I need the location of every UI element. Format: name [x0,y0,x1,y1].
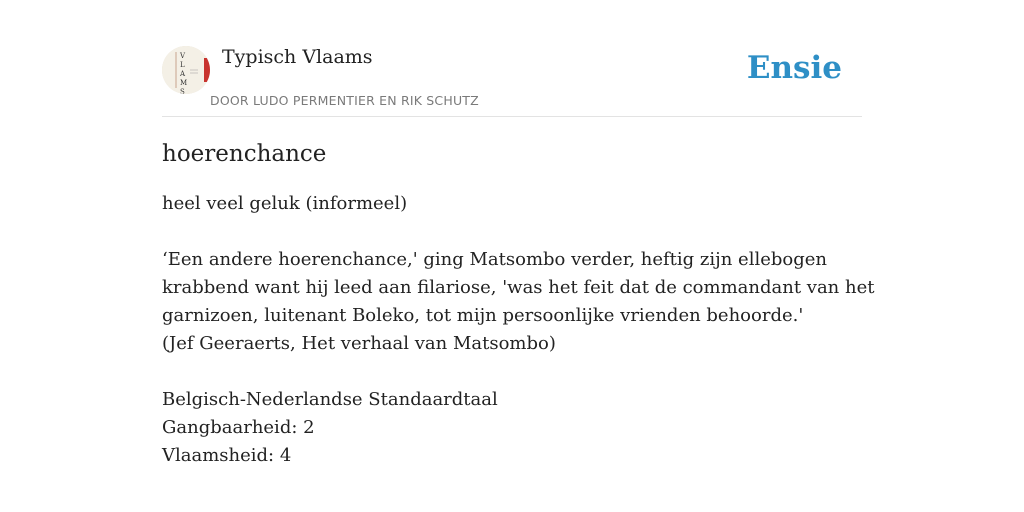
quote-line: garnizoen, luitenant Boleko, tot mijn persoonlijke vrienden behoorde.' [162,305,804,326]
svg-text:V: V [180,52,186,60]
site-title[interactable]: Typisch Vlaams [222,46,373,68]
gangbaarheid: Gangbaarheid: 2 [162,417,315,438]
quote-block [162,246,875,358]
entry-title: hoerenchance [162,141,327,167]
byline: DOOR LUDO PERMENTIER EN RIK SCHUTZ [210,93,479,108]
quote-source: (Jef Geeraerts, Het verhaal van Matsombo) [162,333,556,354]
svg-text:L: L [180,61,185,69]
svg-text:S: S [180,88,185,94]
svg-text:A: A [180,70,186,78]
site-header [162,44,862,117]
ensie-logo-link[interactable]: Ensie [746,50,842,86]
svg-text:M: M [180,79,188,87]
vlaamsheid: Vlaamsheid: 4 [162,445,292,466]
spacer [162,218,862,246]
quote-line: krabbend want hij leed aan filariose, 'was het feit dat de commandant van het [162,277,875,298]
entry-meta [162,386,862,470]
entry-content [162,138,875,470]
language-variant: Belgisch-Nederlandse Standaardtaal [162,389,498,410]
definition: heel veel geluk (informeel) [162,193,408,214]
spacer [162,358,862,386]
quote-line: ‘Een andere hoerenchance,' ging Matsombo verder, heftig zijn ellebogen [162,249,827,270]
book-cover-icon[interactable] [162,46,210,94]
